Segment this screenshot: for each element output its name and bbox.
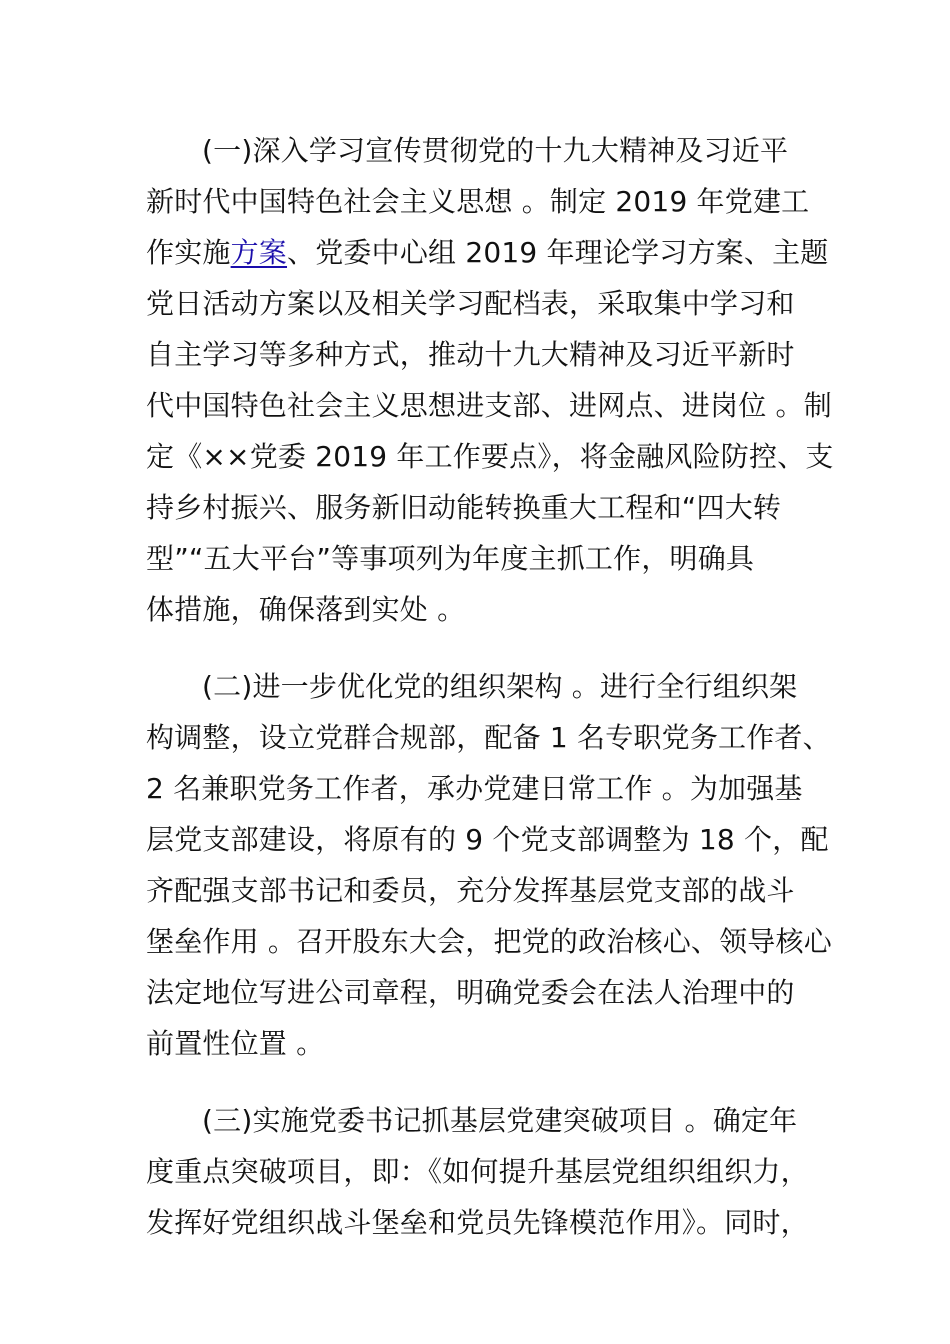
paragraph-line: 代中国特色社会主义思想进支部、进网点、进岗位 。制 — [146, 389, 832, 422]
paragraph-line: 定《××党委 2019 年工作要点》，将金融风险防控、支 — [146, 440, 834, 473]
paragraph-line: 堡垒作用 。召开股东大会，把党的政治核心、领导核心 — [146, 925, 832, 958]
paragraph-line: 度重点突破项目，即：《如何提升基层党组织组织力， — [146, 1155, 809, 1188]
paragraph-2 — [146, 661, 832, 1069]
paragraph-line: 层党支部建设，将原有的 9 个党支部调整为 18 个，配 — [146, 823, 829, 856]
paragraph-line-with-link — [146, 227, 829, 278]
paragraph-line: 新时代中国特色社会主义思想 。制定 2019 年党建工 — [146, 185, 810, 218]
paragraph-1 — [146, 125, 834, 635]
paragraph-line: 前置性位置 。 — [146, 1027, 325, 1060]
paragraph-line: 发挥好党组织战斗堡垒和党员先锋模范作用》。同时， — [146, 1206, 809, 1239]
document-body — [146, 125, 834, 1274]
paragraph-line: 2 名兼职党务工作者，承办党建日常工作 。为加强基 — [146, 772, 803, 805]
paragraph-line: 持乡村振兴、服务新旧动能转换重大工程和“四大转 — [146, 491, 782, 524]
paragraph-line: 体措施，确保落到实处 。 — [146, 593, 466, 626]
text-segment: 、党委中心组 2019 年理论学习方案、主题 — [287, 236, 829, 269]
paragraph-3 — [146, 1095, 808, 1248]
paragraph-line: 齐配强支部书记和委员，充分发挥基层党支部的战斗 — [146, 874, 795, 907]
plan-link[interactable]: 方案 — [230, 236, 288, 269]
paragraph-line: (三)实施党委书记抓基层党建突破项目 。确定年 — [202, 1104, 798, 1137]
text-segment: 作实施 — [146, 236, 231, 269]
paragraph-line: 构调整，设立党群合规部，配备 1 名专职党务工作者、 — [146, 721, 831, 754]
paragraph-line: (二)进一步优化党的组织架构 。进行全行组织架 — [202, 670, 798, 703]
paragraph-line: 法定地位写进公司章程，明确党委会在法人治理中的 — [146, 976, 795, 1009]
paragraph-line: (一)深入学习宣传贯彻党的十九大精神及习近平 — [202, 134, 789, 167]
paragraph-line: 党日活动方案以及相关学习配档表，采取集中学习和 — [146, 287, 795, 320]
paragraph-line: 型”“五大平台”等事项列为年度主抓工作，明确具 — [146, 542, 755, 575]
paragraph-line: 自主学习等多种方式，推动十九大精神及习近平新时 — [146, 338, 795, 371]
